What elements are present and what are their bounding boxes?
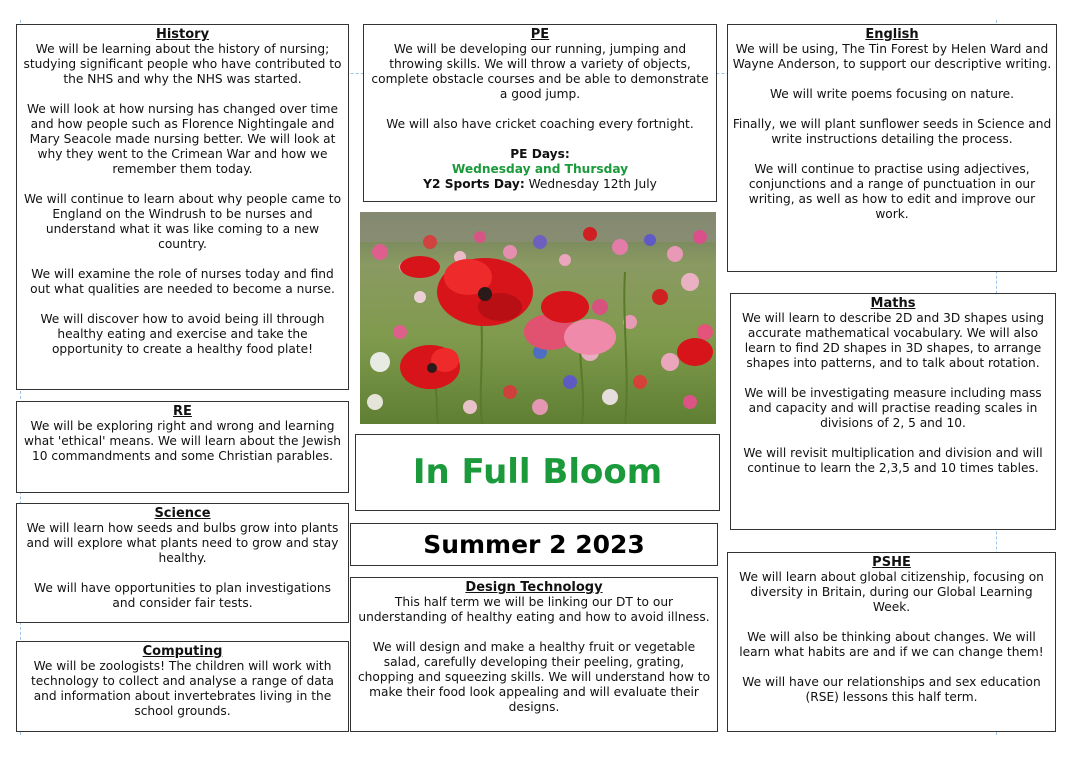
pe-para: We will be developing our running, jumping and throwing skills. We will throw a variety of objects, complete obstacle courses and be able to demonstrate a good jump.	[371, 42, 709, 101]
computing-para: We will be zoologists! The children will work with technology to collect and analyse a range of data and information about invertebrates living in the school grounds.	[31, 659, 334, 718]
maths-para: We will be investigating measure including mass and capacity and will practise reading scales in divisions of 2, 5 and 10.	[744, 386, 1042, 430]
pe-days-label: PE Days:	[510, 147, 570, 161]
pshe-box	[727, 552, 1056, 732]
re-heading: RE	[173, 404, 192, 419]
topic-title-box	[355, 434, 720, 511]
dt-box	[350, 577, 718, 732]
history-para: We will look at how nursing has changed over time and how people such as Florence Nightingale and Mary Seacole made nursing better. We will look at why they went to the Crimean War and how we remember them today.	[26, 102, 339, 176]
pe-heading: PE	[530, 27, 550, 42]
dt-para: This half term we will be linking our DT to our understanding of healthy eating and how to avoid illness.	[358, 595, 710, 624]
pshe-heading: PSHE	[872, 555, 911, 570]
history-para: We will continue to learn about why people came to England on the Windrush to be nurses and understand what it was like coming to a new country.	[23, 192, 342, 251]
science-box	[16, 503, 349, 623]
pe-box	[363, 24, 717, 202]
science-para: We will learn how seeds and bulbs grow into plants and will explore what plants need to grow and stay healthy.	[26, 521, 339, 565]
english-heading: English	[865, 27, 919, 42]
term-box	[350, 523, 718, 566]
sports-day-label: Y2 Sports Day:	[423, 177, 525, 191]
history-box	[16, 24, 349, 390]
dt-heading: Design Technology	[465, 580, 603, 595]
english-para: We will continue to practise using adjectives, conjunctions and a range of punctuation in our writing, as well as how to edit and improve our work.	[748, 162, 1036, 221]
english-para: We will be using, The Tin Forest by Helen Ward and Wayne Anderson, to support our descriptive writing.	[732, 42, 1052, 71]
re-box	[16, 401, 349, 493]
pe-para: We will also have cricket coaching every fortnight.	[386, 117, 694, 131]
history-para: We will discover how to avoid being ill through healthy eating and exercise and take the opportunity to create a healthy food plate!	[40, 312, 325, 356]
english-para: Finally, we will plant sunflower seeds in Science and write instructions detailing the process.	[732, 117, 1052, 146]
maths-para: We will learn to describe 2D and 3D shapes using accurate mathematical vocabulary. We will also learn to find 2D shapes in 3D shapes, to arrange shapes into patterns, and to talk about rotation.	[741, 311, 1045, 370]
re-para: We will be exploring right and wrong and learning what 'ethical' means. We will learn about the Jewish 10 commandments and some Christian parables.	[24, 419, 341, 463]
topic-title: In Full Bloom	[412, 452, 663, 492]
computing-heading: Computing	[142, 644, 223, 659]
sports-day-line	[368, 177, 712, 192]
term-title: Summer 2 2023	[423, 530, 645, 559]
science-para: We will have opportunities to plan investigations and consider fair tests.	[34, 581, 331, 610]
maths-box	[730, 293, 1056, 530]
pshe-para: We will learn about global citizenship, focusing on diversity in Britain, during our Global Learning Week.	[739, 570, 1044, 614]
poppy-meadow-photo	[360, 212, 716, 424]
english-box	[727, 24, 1057, 272]
maths-heading: Maths	[870, 296, 916, 311]
pe-days-value: Wednesday and Thursday	[451, 162, 629, 176]
history-heading: History	[155, 27, 210, 42]
maths-para: We will revisit multiplication and division and will continue to learn the 2,3,5 and 10 times tables.	[743, 446, 1043, 475]
poppy-meadow-image	[360, 212, 716, 424]
dt-para: We will design and make a healthy fruit or vegetable salad, carefully developing their peeling, grating, chopping and squeezing skills. We will understand how to make their food look appealing and will evaluate their designs.	[357, 640, 711, 714]
pshe-para: We will have our relationships and sex education (RSE) lessons this half term.	[742, 675, 1041, 704]
sports-day-value: Wednesday 12th July	[524, 177, 657, 191]
history-para: We will be learning about the history of nursing; studying significant people who have contributed to the NHS and why the NHS was started.	[23, 42, 342, 86]
english-para: We will write poems focusing on nature.	[769, 87, 1015, 101]
computing-box	[16, 641, 349, 732]
science-heading: Science	[154, 506, 211, 521]
pshe-para: We will also be thinking about changes. We will learn what habits are and if we can change them!	[739, 630, 1044, 659]
history-para: We will examine the role of nurses today and find out what qualities are needed to become a nurse.	[30, 267, 335, 296]
